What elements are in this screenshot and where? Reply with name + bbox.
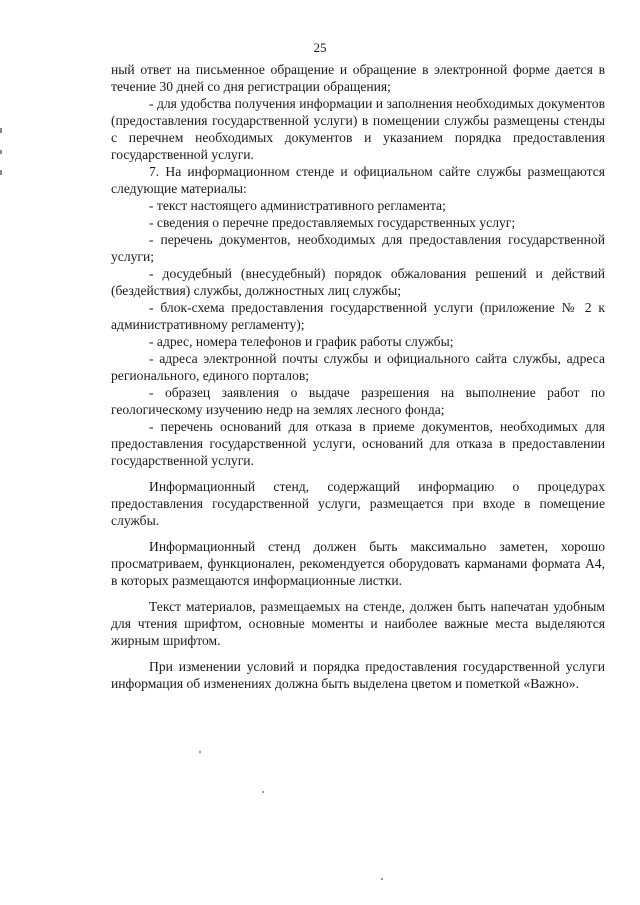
list-item: - текст настоящего административного регламента; (149, 198, 446, 213)
scan-speck (262, 791, 264, 793)
scan-speck (381, 878, 383, 880)
paragraph-stand-location: Информационный стенд, содержащий информацию о процедурах предоставления государственной услуги, размещается при входе в помещение службы. (111, 479, 605, 528)
list-item: - адрес, номера телефонов и график работы службы; (149, 334, 454, 349)
scan-edge-mark (0, 128, 2, 133)
paragraph-changes-notice: При изменении условий и порядка предоставления государственной услуги информация об изменениях должна быть выделена цветом и пометкой «Важно». (111, 659, 605, 691)
list-item: - перечень оснований для отказа в приеме документов, необходимых для предоставления государственной услуги, оснований для отказа в предоставлении государственной услуги. (111, 419, 605, 468)
list-item: - перечень документов, необходимых для предоставления государственной услуги; (111, 232, 605, 264)
list-item: - образец заявления о выдаче разрешения на выполнение работ по геологическому изучению недр на землях лесного фонда; (111, 385, 605, 417)
paragraph-stands-info: - для удобства получения информации и заполнения необходимых документов (предоставления государственной услуги) в помещении службы размещены стенды с перечнем необходимых документов и указанием порядка предоставления государственной услуги. (111, 96, 605, 162)
list-item: - сведения о перечне предоставляемых государственных услуг; (149, 215, 516, 230)
page-number: 25 (313, 40, 327, 55)
scan-speck (199, 751, 201, 753)
paragraph-item-7: 7. На информационном стенде и официальном сайте службы размещаются следующие материалы: (111, 164, 605, 196)
paragraph-stand-requirements: Информационный стенд должен быть максимально заметен, хорошо просматриваем, функционален, рекомендуется оборудовать карманами формата А4, в которых размещаются информационные листки. (111, 539, 605, 588)
scan-edge-mark (0, 170, 2, 175)
paragraph-text-formatting: Текст материалов, размещаемых на стенде, должен быть напечатан удобным для чтения шрифтом, основные моменты и наиболее важные места выделяются жирным шрифтом. (111, 599, 605, 648)
document-body (111, 61, 605, 692)
list-item: - блок-схема предоставления государственной услуги (приложение № 2 к административному регламенту); (111, 300, 605, 332)
list-item: - досудебный (внесудебный) порядок обжалования решений и действий (бездействия) службы, должностных лиц службы; (111, 266, 605, 298)
scan-edge-mark (0, 150, 2, 154)
paragraph-continuation: ный ответ на письменное обращение и обращение в электронной форме дается в течение 30 дней со дня регистрации обращения; (111, 62, 605, 94)
list-item: - адреса электронной почты службы и официального сайта службы, адреса регионального, единого порталов; (111, 351, 605, 383)
